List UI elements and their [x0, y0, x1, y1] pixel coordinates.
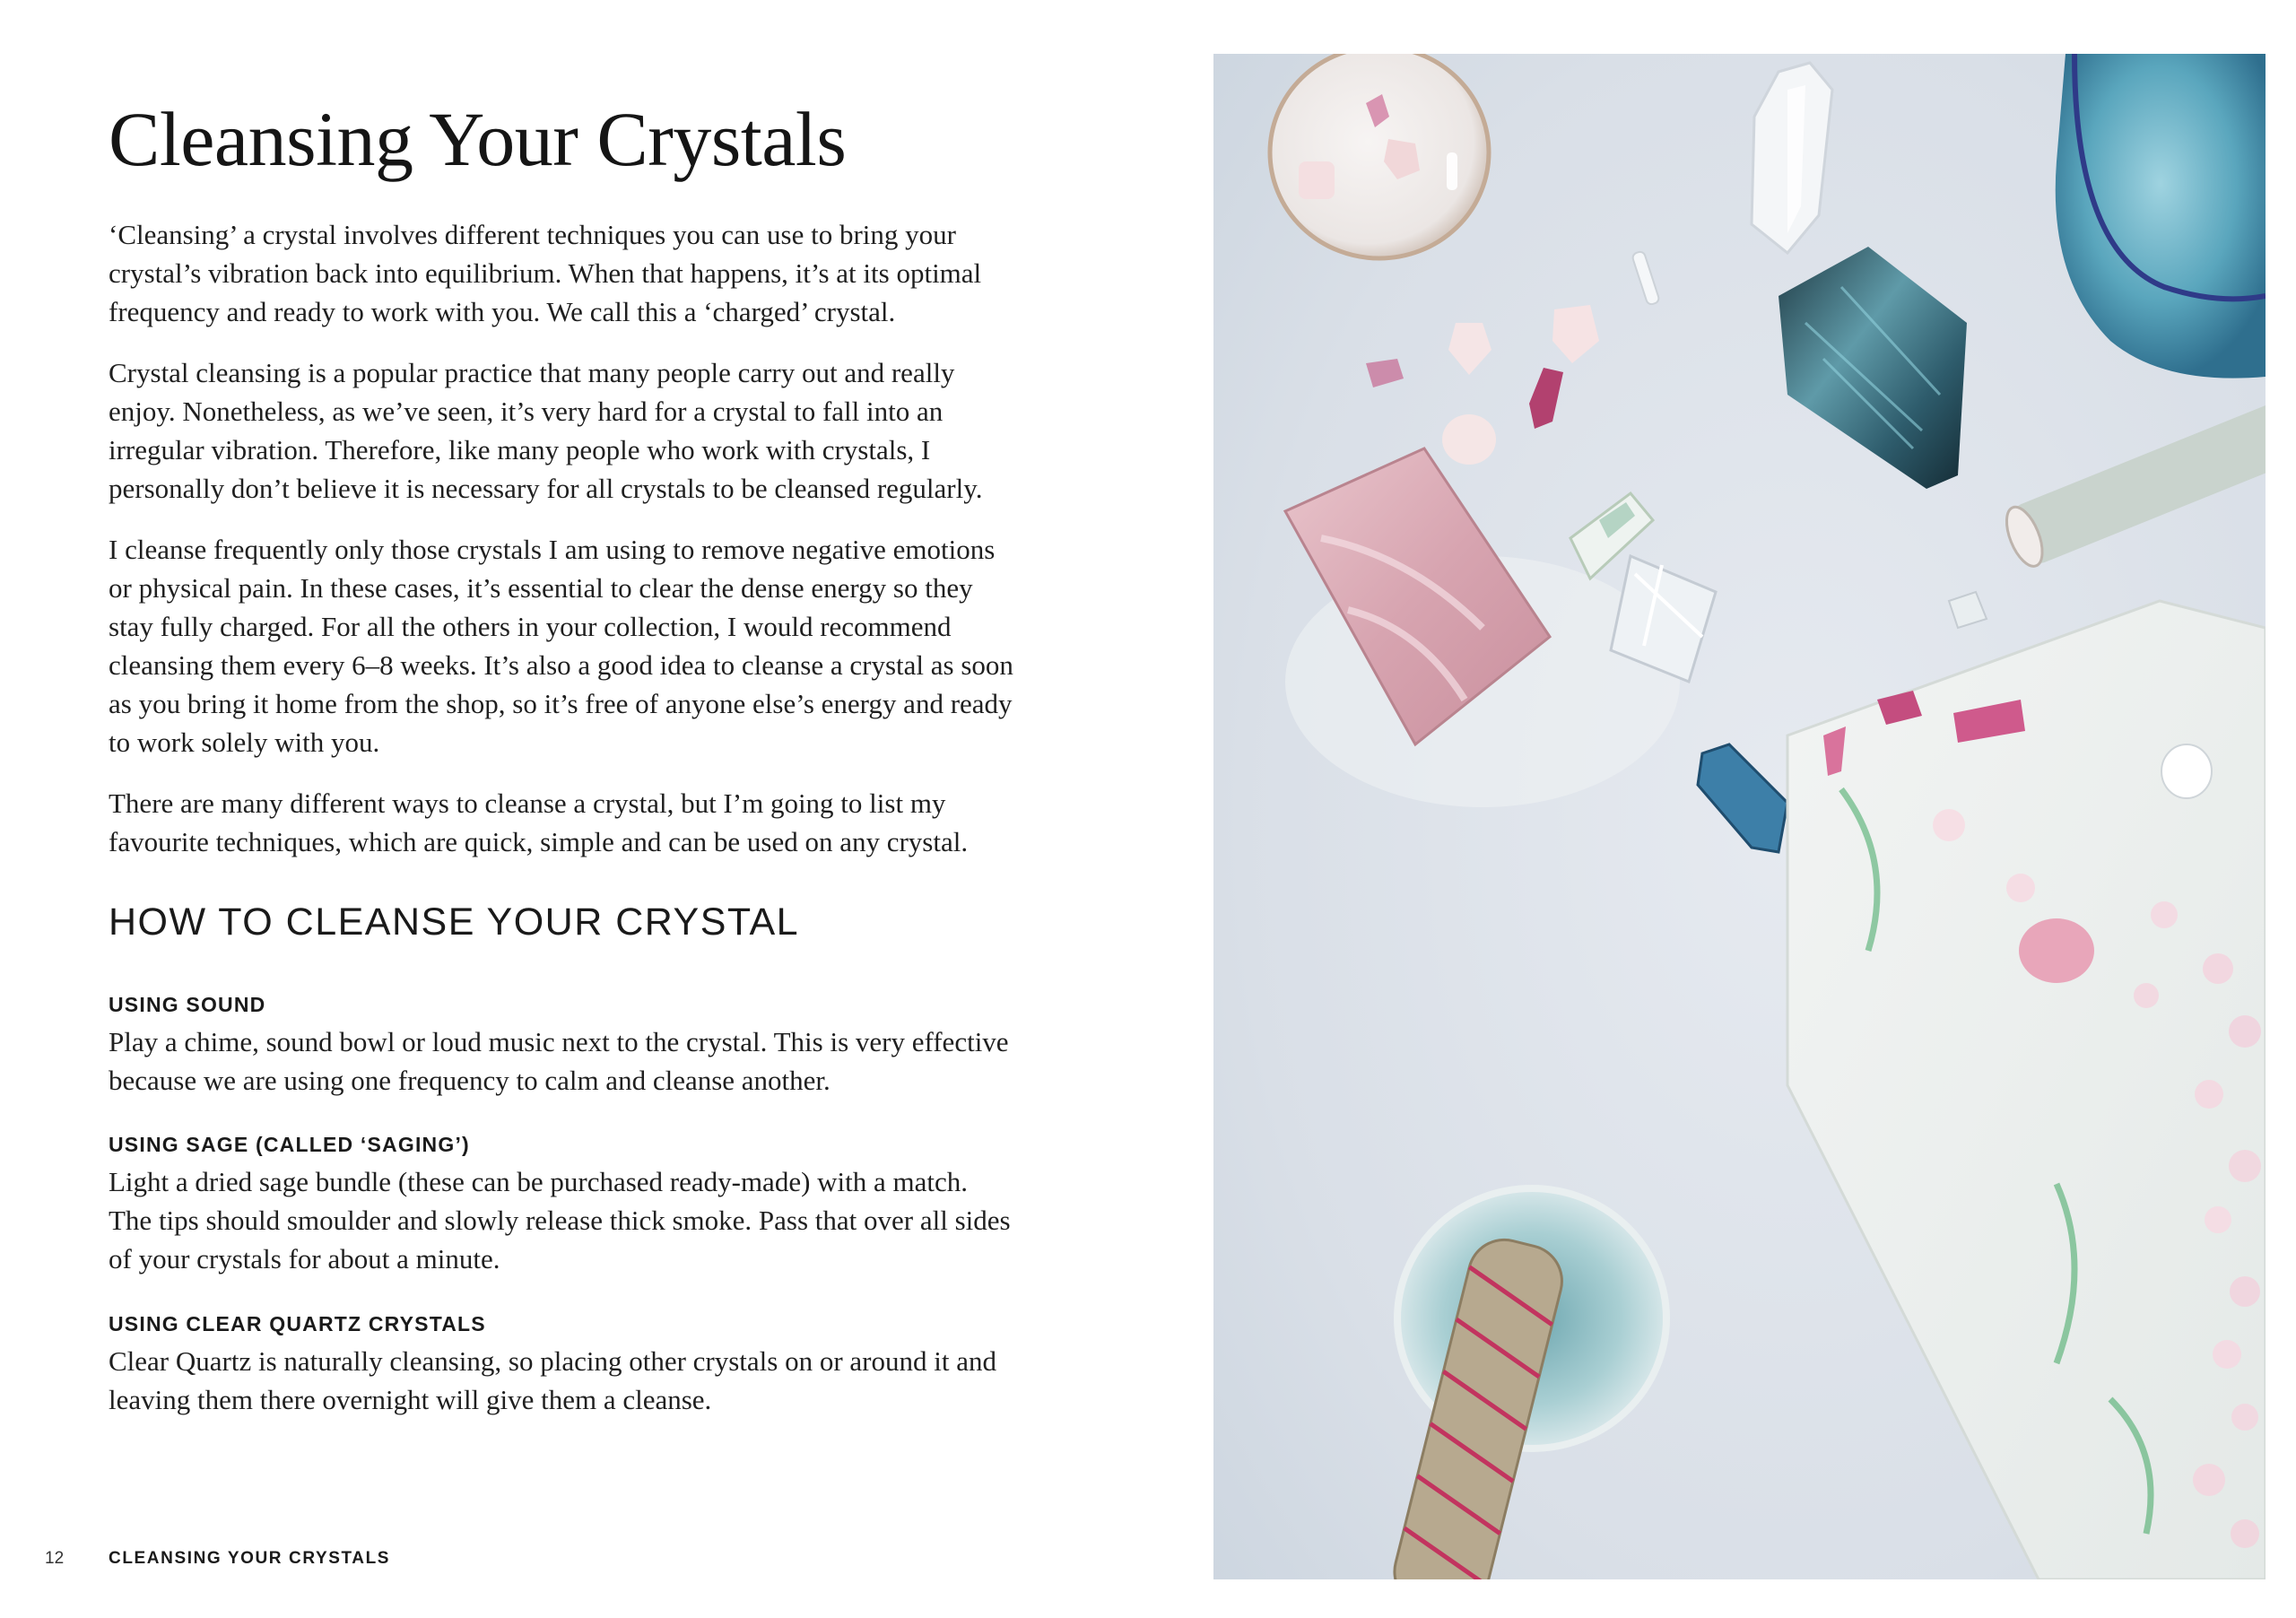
intro-paragraph: There are many different ways to cleanse a crystal, but I’m going to list my favourite techniques, which are quick, simple and can be used on any crystal.: [109, 787, 969, 857]
running-head: CLEANSING YOUR CRYSTALS: [109, 1549, 391, 1568]
method-heading: USING CLEAR QUARTZ CRYSTALS: [109, 1312, 486, 1335]
rose-quartz-tumble: [2019, 918, 2094, 983]
section-heading: HOW TO CLEANSE YOUR CRYSTAL: [109, 900, 800, 944]
method-text: Clear Quartz is naturally cleansing, so placing other crystals on or around it and leaving them there overnight will give them a cleanse.: [109, 1345, 996, 1415]
method-text: Play a chime, sound bowl or loud music next to the crystal. This is very effective because we are using one frequency to calm and cleanse another.: [109, 1026, 1009, 1096]
method-clear-quartz: [109, 1312, 1014, 1419]
intro-paragraph: I cleanse frequently only those crystals I am using to remove negative emotions or physical pain. In these cases, it’s essential to clear the dense energy so they stay fully charged. For all the others in your collection, I would recommend cleansing them every 6–8 weeks. It’s also a good idea to cleanse a crystal as soon as you bring it home from the shop, so it’s free of anyone else’s energy and ready to work solely with you.: [109, 534, 1013, 758]
method-sound: [109, 993, 1014, 1100]
intro-text: [109, 215, 1014, 883]
method-heading: USING SAGE (CALLED ‘SAGING’): [109, 1133, 470, 1156]
intro-paragraph: Crystal cleansing is a popular practice that many people carry out and really enjoy. Nonetheless, as we’ve seen, it’s very hard for a crystal to fall into an irregular vibration. Therefore, like many people who work with crystals, I personally don’t believe it is necessary for all crystals to be cleansed regularly.: [109, 357, 983, 504]
method-sage: [109, 1133, 1014, 1278]
crystals-photo: [1213, 54, 2266, 1579]
page-footer: [0, 1549, 628, 1576]
page-number: 12: [45, 1549, 65, 1568]
method-text: Light a dried sage bundle (these can be purchased ready-made) with a match. The tips should smoulder and slowly release thick smoke. Pass that over all sides of your crystals for about a minute.: [109, 1166, 1011, 1274]
page-title: Cleansing Your Crystals: [109, 96, 847, 182]
intro-paragraph: ‘Cleansing’ a crystal involves different techniques you can use to bring your crystal’s vibration back into equilibrium. When that happens, it’s at its optimal frequency and ready to work with you. We call this a ‘charged’ crystal.: [109, 219, 982, 327]
method-heading: USING SOUND: [109, 993, 266, 1016]
